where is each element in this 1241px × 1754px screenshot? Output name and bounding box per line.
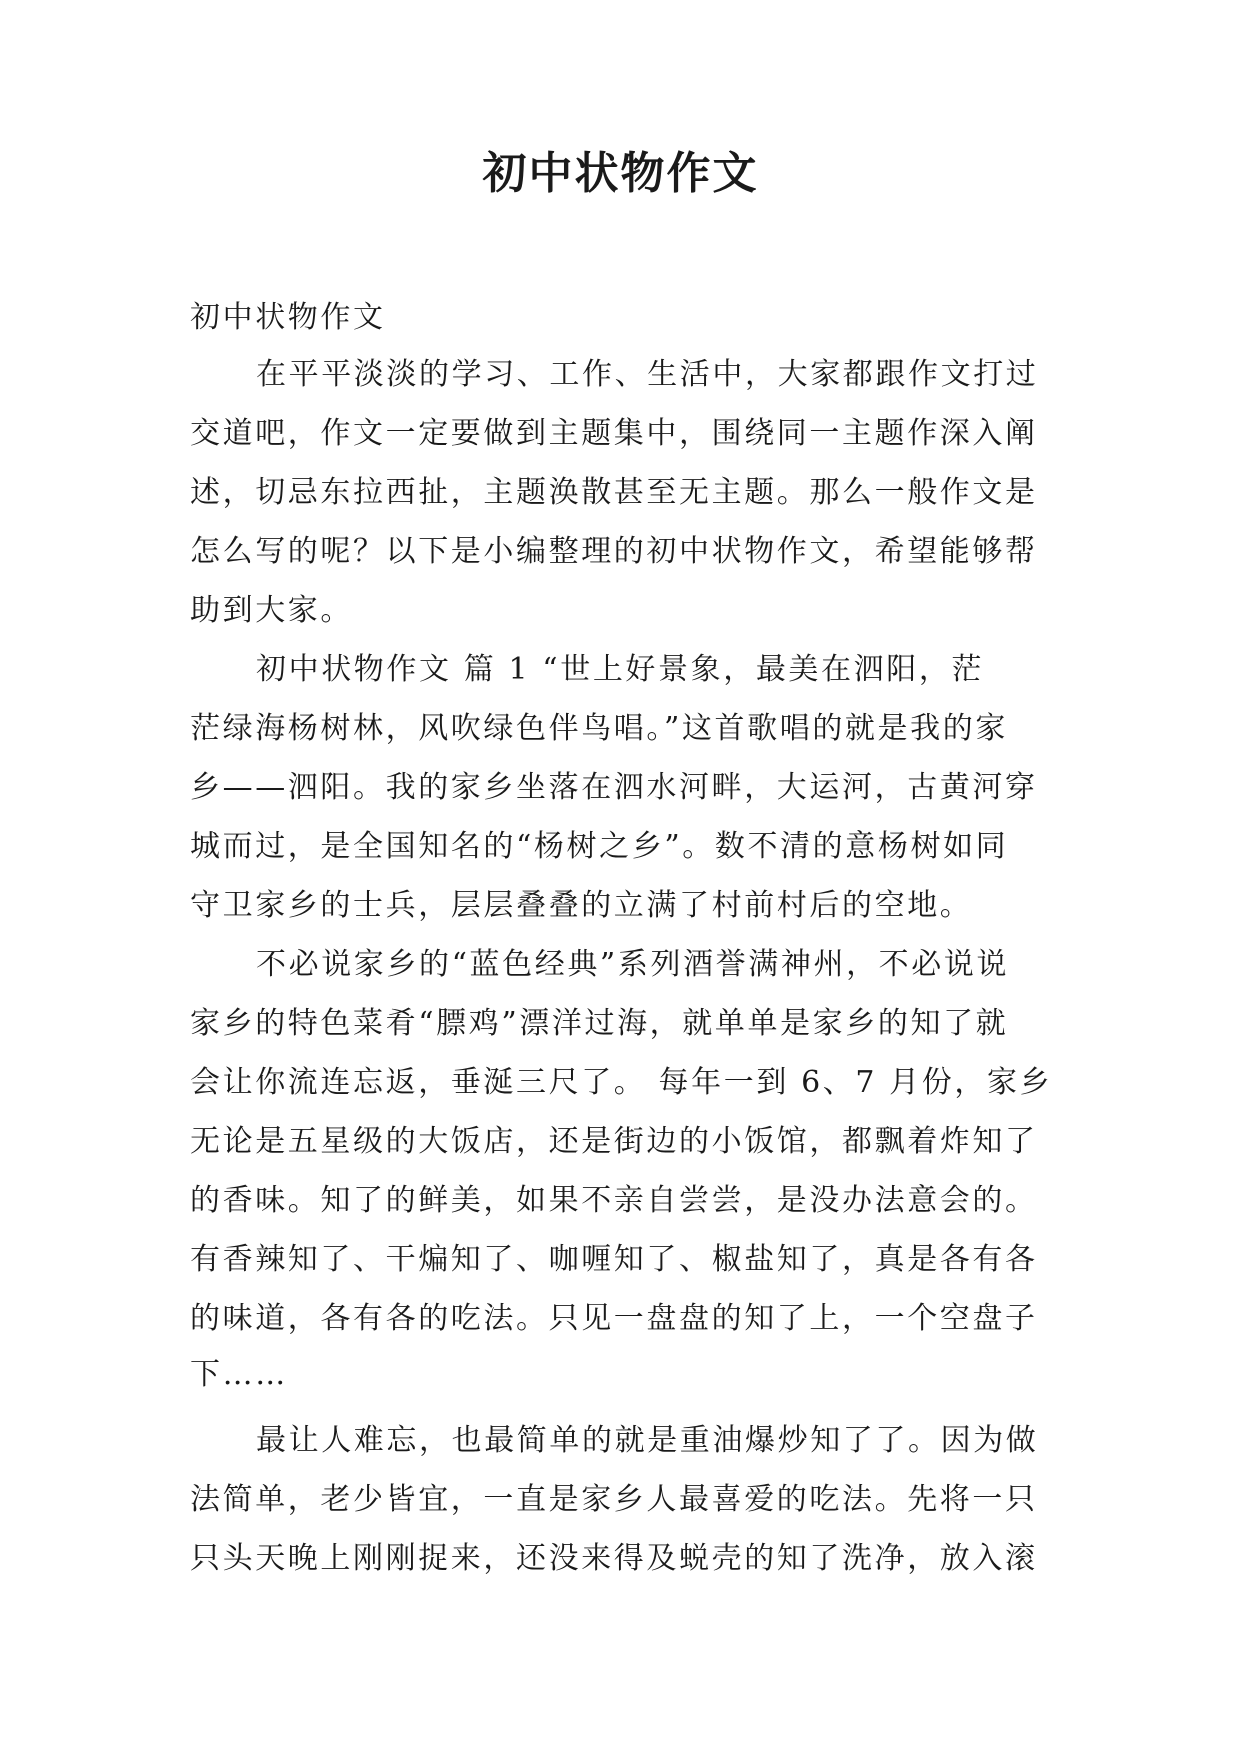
- body-line: 交道吧，作文一定要做到主题集中，围绕同一主题作深入阐: [190, 416, 1038, 451]
- body-line: 无论是五星级的大饭店，还是街边的小饭馆，都飘着炸知了: [190, 1124, 1038, 1159]
- document-title: 初中状物作文: [482, 148, 759, 199]
- body-line: 助到大家。: [190, 593, 353, 628]
- body-line: 不必说家乡的“蓝色经典”系列酒誉满神州，不必说说: [256, 947, 1010, 982]
- body-line: 的香味。知了的鲜美，如果不亲自尝尝，是没办法意会的。: [190, 1183, 1038, 1218]
- body-line: 下……: [190, 1357, 288, 1392]
- body-line: 有香辣知了、干煸知了、咖喱知了、椒盐知了，真是各有各: [190, 1242, 1038, 1277]
- body-line: 乡——泗阳。我的家乡坐落在泗水河畔，大运河，古黄河穿: [190, 770, 1038, 805]
- body-line: 家乡的特色菜肴“膘鸡”漂洋过海，就单单是家乡的知了就: [190, 1006, 1009, 1041]
- body-line: 守卫家乡的士兵，层层叠叠的立满了村前村后的空地。: [190, 888, 973, 923]
- body-line: 最让人难忘，也最简单的就是重油爆炒知了了。因为做: [256, 1423, 1039, 1458]
- body-line: 在平平淡淡的学习、工作、生活中，大家都跟作文打过: [256, 357, 1039, 392]
- body-line: 法简单，老少皆宜，一直是家乡人最喜爱的吃法。先将一只: [190, 1482, 1038, 1517]
- document-subtitle: 初中状物作文: [190, 300, 386, 335]
- body-line: 的味道，各有各的吃法。只见一盘盘的知了上，一个空盘子: [190, 1301, 1038, 1336]
- body-line: 述，切忌东拉西扯，主题涣散甚至无主题。那么一般作文是: [190, 475, 1038, 510]
- body-line: 初中状物作文 篇 1 “世上好景象，最美在泗阳，茫: [256, 652, 985, 687]
- body-line: 城而过，是全国知名的“杨树之乡”。数不清的意杨树如同: [190, 829, 1009, 864]
- body-line: 会让你流连忘返，垂涎三尺了。 每年一到 6、7 月份，家乡: [190, 1065, 1053, 1100]
- body-line: 怎么写的呢？以下是小编整理的初中状物作文，希望能够帮: [190, 534, 1038, 569]
- body-line: 只头天晚上刚刚捉来，还没来得及蜕壳的知了洗净，放入滚: [190, 1541, 1038, 1576]
- body-line: 茫绿海杨树林，风吹绿色伴鸟唱。”这首歌唱的就是我的家: [190, 711, 1008, 746]
